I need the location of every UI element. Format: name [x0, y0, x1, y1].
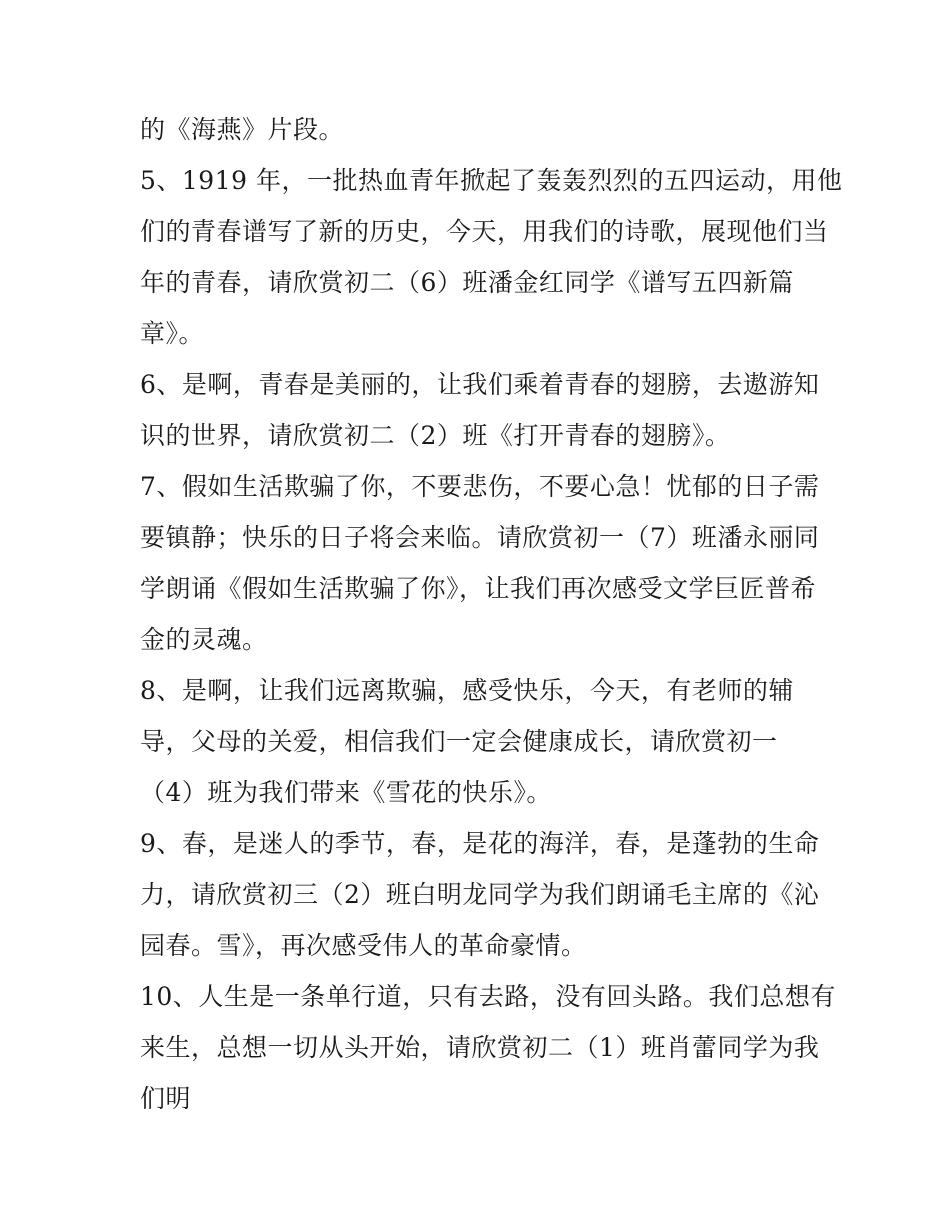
- text-line: 识的世界，请欣赏初二（2）班《打开青春的翅膀》。: [140, 421, 731, 450]
- text-line: 园春。雪》，再次感受伟人的革命豪情。: [140, 931, 587, 960]
- document-body: [140, 104, 843, 1124]
- text-line: 们明: [140, 1084, 192, 1113]
- text-line: 要镇静；快乐的日子将会来临。请欣赏初一（7）班潘永丽同: [140, 523, 820, 552]
- text-line: 9、春，是迷人的季节，春，是花的海洋，春，是蓬勃的生命: [140, 829, 820, 858]
- text-line: 10、人生是一条单行道，只有去路，没有回头路。我们总想有: [140, 982, 836, 1011]
- text-line: 6、是啊，青春是美丽的，让我们乘着青春的翅膀，去遨游知: [140, 370, 820, 399]
- text-line: 导，父母的关爱，相信我们一定会健康成长，请欣赏初一: [140, 727, 778, 756]
- text-line: 的《海燕》片段。: [140, 115, 345, 144]
- text-line: 8、是啊，让我们远离欺骗，感受快乐，今天，有老师的辅: [140, 676, 794, 705]
- text-line: （4）班为我们带来《雪花的快乐》。: [140, 778, 552, 807]
- text-line: 力，请欣赏初三（2）班白明龙同学为我们朗诵毛主席的《沁: [140, 880, 820, 909]
- text-line: 金的灵魂。: [140, 625, 268, 654]
- text-line: 5、1919 年，一批热血青年掀起了轰轰烈烈的五四运动，用他: [140, 166, 843, 195]
- text-line: 学朗诵《假如生活欺骗了你》，让我们再次感受文学巨匠普希: [140, 574, 817, 603]
- text-line: 7、假如生活欺骗了你，不要悲伤，不要心急！忧郁的日子需: [140, 472, 820, 501]
- text-line: 章》。: [140, 319, 205, 348]
- text-line: 来生，总想一切从头开始，请欣赏初二（1）班肖蕾同学为我: [140, 1033, 820, 1062]
- text-line: 年的青春，请欣赏初二（6）班潘金红同学《谱写五四新篇: [140, 268, 794, 297]
- text-line: 们的青春谱写了新的历史，今天，用我们的诗歌，展现他们当: [140, 217, 829, 246]
